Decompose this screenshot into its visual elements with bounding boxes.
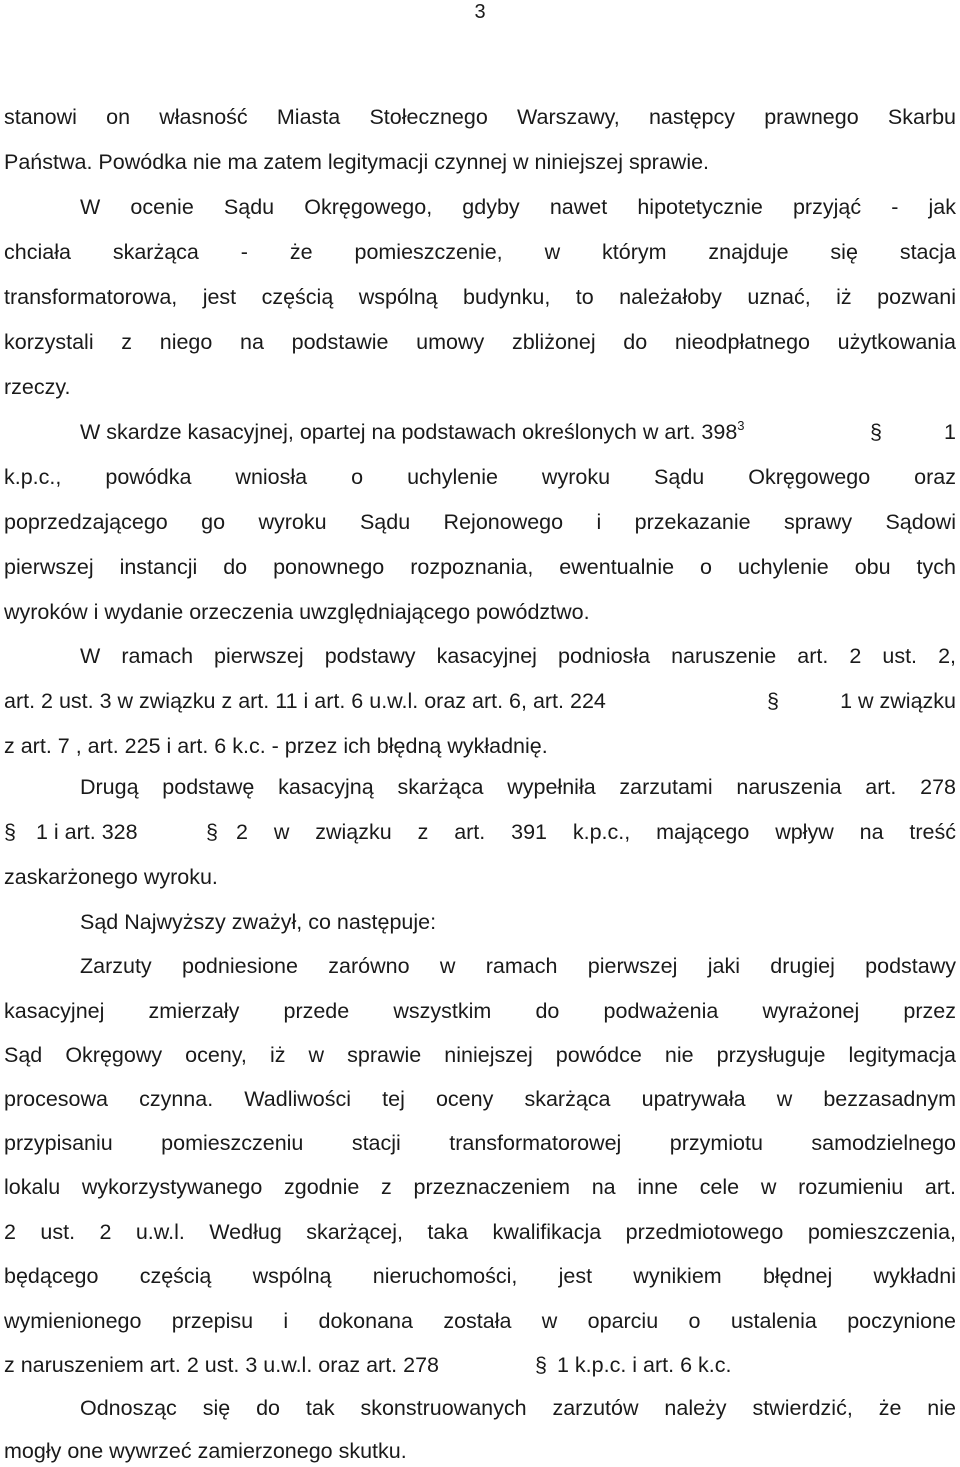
page-number: 3: [474, 1, 486, 23]
text-line: W ocenie Sądu Okręgowego, gdyby nawet hipotetycznie przyjąć - jak: [80, 195, 956, 219]
text-line: k.p.c., powódka wniosła o uchylenie wyroku Sądu Okręgowego oraz: [4, 465, 956, 489]
text-segment: 1 w związku: [840, 689, 956, 713]
text-line: Drugą podstawę kasacyjną skarżąca wypełniła zarzutami naruszenia art. 278: [80, 775, 956, 799]
text-segment: art. 2 ust. 3 w związku z art. 11 i art. 6 u.w.l. oraz art. 6, art. 224: [4, 689, 606, 713]
text-line: pierwszej instancji do ponownego rozpoznania, ewentualnie o uchylenie obu tych: [4, 555, 956, 579]
superscript: 3: [737, 418, 745, 433]
text-line: transformatorowa, jest częścią wspólną budynku, to należałoby uznać, iż pozwani: [4, 285, 956, 309]
text-line: Sąd Okręgowy oceny, iż w sprawie niniejszej powódce nie przysługuje legitymacja: [4, 1043, 956, 1067]
text-line-with-superscript: [80, 417, 956, 447]
section-sign: §: [4, 820, 16, 844]
text-line: zaskarżonego wyroku.: [4, 865, 218, 889]
text-line: wyroków i wydanie orzeczenia uwzględniającego powództwo.: [4, 600, 590, 624]
text-line: przypisaniu pomieszczeniu stacji transformatorowej przymiotu samodzielnego: [4, 1131, 956, 1155]
text-line: będącego częścią wspólną nieruchomości, jest wynikiem błędnej wykładni: [4, 1264, 956, 1288]
section-sign: §: [870, 420, 882, 444]
text-line: poprzedzającego go wyroku Sądu Rejonowego i przekazanie sprawy Sądowi: [4, 510, 956, 534]
section-sign: §: [535, 1353, 547, 1377]
text-line: wymienionego przepisu i dokonana została w oparciu o ustalenia poczynione: [4, 1309, 956, 1333]
text-line: Państwa. Powódka nie ma zatem legitymacji czynnej w niniejszej sprawie.: [4, 150, 710, 174]
text-line: z art. 7 , art. 225 i art. 6 k.c. - przez ich błędną wykładnię.: [4, 734, 548, 758]
text-segment: 1: [944, 420, 956, 444]
text-line: Odnosząc się do tak skonstruowanych zarzutów należy stwierdzić, że nie: [80, 1396, 956, 1420]
text-line: lokalu wykorzystywanego zgodnie z przeznaczeniem na inne cele w rozumieniu art.: [4, 1175, 956, 1199]
text-line-with-section-sign: [4, 686, 956, 716]
text-line: stanowi on własność Miasta Stołecznego Warszawy, następcy prawnego Skarbu: [4, 105, 956, 129]
text-line: Sąd Najwyższy zważył, co następuje:: [80, 910, 437, 934]
text-segment: 2 w związku z art. 391 k.p.c., mającego wpływ na treść: [236, 820, 956, 844]
text-line: rzeczy.: [4, 375, 71, 399]
section-sign: §: [206, 820, 218, 844]
text-segment: W skardze kasacyjnej, opartej na podstawach określonych w art. 398: [80, 420, 738, 444]
text-line: procesowa czynna. Wadliwości tej oceny skarżąca upatrywała w bezzasadnym: [4, 1087, 956, 1111]
text-line-with-section-sign: [4, 817, 956, 847]
text-segment: 1 i art. 328: [36, 820, 138, 844]
text-line: kasacyjnej zmierzały przede wszystkim do podważenia wyrażonej przez: [4, 999, 956, 1023]
section-sign: §: [767, 689, 779, 713]
text-line: korzystali z niego na podstawie umowy zbliżonej do nieodpłatnego użytkowania: [4, 330, 956, 354]
text-segment: 1 k.p.c. i art. 6 k.c.: [557, 1353, 732, 1377]
text-line: mogły one wywrzeć zamierzonego skutku.: [4, 1439, 407, 1463]
text-line-with-section-sign: [4, 1350, 956, 1380]
text-segment: z naruszeniem art. 2 ust. 3 u.w.l. oraz art. 278: [4, 1353, 439, 1377]
text-line: 2 ust. 2 u.w.l. Według skarżącej, taka kwalifikacja przedmiotowego pomieszczenia,: [4, 1220, 956, 1244]
text-line: chciała skarżąca - że pomieszczenie, w którym znajduje się stacja: [4, 240, 956, 264]
text-line: W ramach pierwszej podstawy kasacyjnej podniosła naruszenie art. 2 ust. 2,: [80, 644, 956, 668]
text-line: Zarzuty podniesione zarówno w ramach pierwszej jaki drugiej podstawy: [80, 954, 956, 978]
